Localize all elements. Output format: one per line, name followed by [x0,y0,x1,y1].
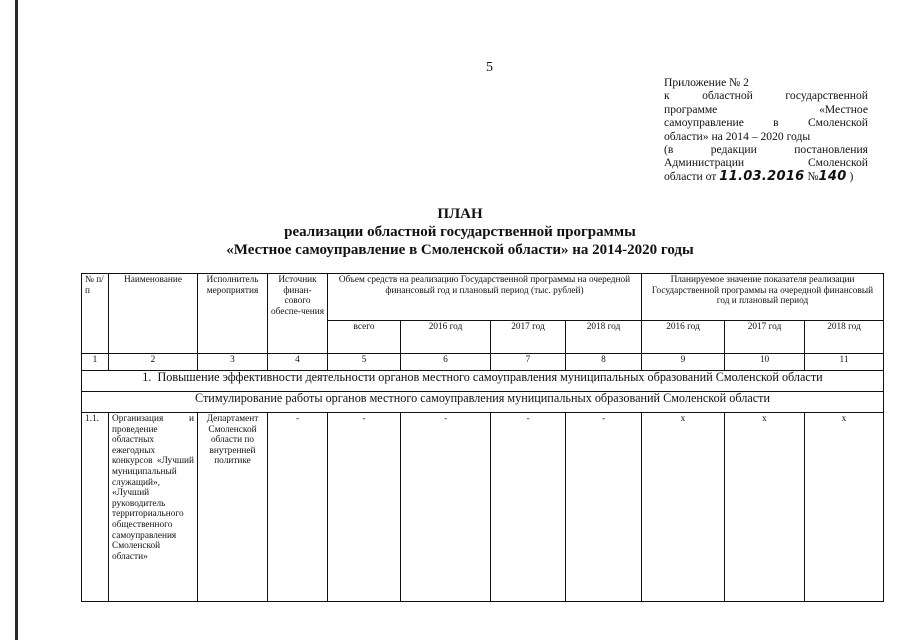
subsection-heading: Стимулирование работы органов местного самоуправления муниципальных образований Смоленской области [82,392,884,413]
table-row [82,413,884,602]
row-indicator-2017: x [725,413,805,602]
header-indicator-2016: 2016 год [642,321,725,354]
appendix-line: области» на 2014 – 2020 годы [664,129,811,143]
row-2016: - [401,413,491,602]
column-number: 5 [328,354,401,371]
plan-table [81,273,884,602]
section-heading [82,371,884,392]
row-source: - [268,413,328,602]
column-number: 10 [725,354,805,371]
header-source: Источник финан-сового обеспе-чения [268,274,328,354]
column-number: 2 [109,354,198,371]
column-number: 3 [198,354,268,371]
row-executor: Департамент Смоленской области по внутренней политике [198,413,268,602]
subsection-row [82,392,884,413]
row-number: 1.1. [82,413,109,602]
appendix-line: к областной государственной [664,89,868,103]
column-number: 9 [642,354,725,371]
header-name: Наименование [109,274,198,354]
header-2016: 2016 год [401,321,491,354]
row-total: - [328,413,401,602]
row-name: Организация и проведение областных ежегодных конкурсов «Лучший муниципальный служащий», «Лучший руководитель территориального общественного самоуправления Смоленской области» [109,413,198,602]
section-row [82,371,884,392]
title-line-2: реализации областной государственной программы [284,224,636,240]
appendix-signature-line [664,170,868,183]
row-2018: - [566,413,642,602]
appendix-line: Администрации Смоленской [664,156,868,170]
header-total: всего [328,321,401,354]
header-executor: Исполнитель мероприятия [198,274,268,354]
appendix-line: Приложение № 2 [664,76,749,89]
column-number: 11 [805,354,884,371]
page-number: 5 [486,60,493,75]
column-number-row [82,354,884,371]
section-number: 1. [142,370,152,384]
section-title: Повышение эффективности деятельности органов местного самоуправления муниципальных образований Смоленской области [157,370,823,384]
appendix-line: программе «Местное [664,102,868,116]
column-number: 8 [566,354,642,371]
header-indicator-2018: 2018 год [805,321,884,354]
column-number: 7 [491,354,566,371]
column-number: 4 [268,354,328,371]
header-2017: 2017 год [491,321,566,354]
handwritten-date: 11.03.2016 [719,168,805,184]
title-line-3: «Местное самоуправление в Смоленской области» на 2014-2020 годы [226,242,694,258]
scan-edge-bar [15,0,18,640]
header-volume: Объем средств на реализацию Государственной программы на очередной финансовый год и плановый период (тыс. рублей) [328,274,642,321]
header-number: № п/п [82,274,109,354]
appendix-line: области от [664,169,717,183]
row-indicator-2016: x [642,413,725,602]
header-2018: 2018 год [566,321,642,354]
number-label: № [807,169,819,183]
appendix-note [664,76,868,183]
column-number: 6 [401,354,491,371]
handwritten-number: 140 [818,168,847,184]
column-number: 1 [82,354,109,371]
header-indicator: Планируемое значение показателя реализации Государственной программы на очередной финансовый год и плановый период [642,274,884,321]
appendix-line: (в редакции постановления [664,143,868,157]
title-line-1: ПЛАН [437,206,483,222]
closing-paren: ) [849,169,854,183]
header-indicator-2017: 2017 год [725,321,805,354]
row-indicator-2018: x [805,413,884,602]
document-title [150,205,770,259]
row-2017: - [491,413,566,602]
appendix-line: самоуправление в Смоленской [664,116,868,130]
